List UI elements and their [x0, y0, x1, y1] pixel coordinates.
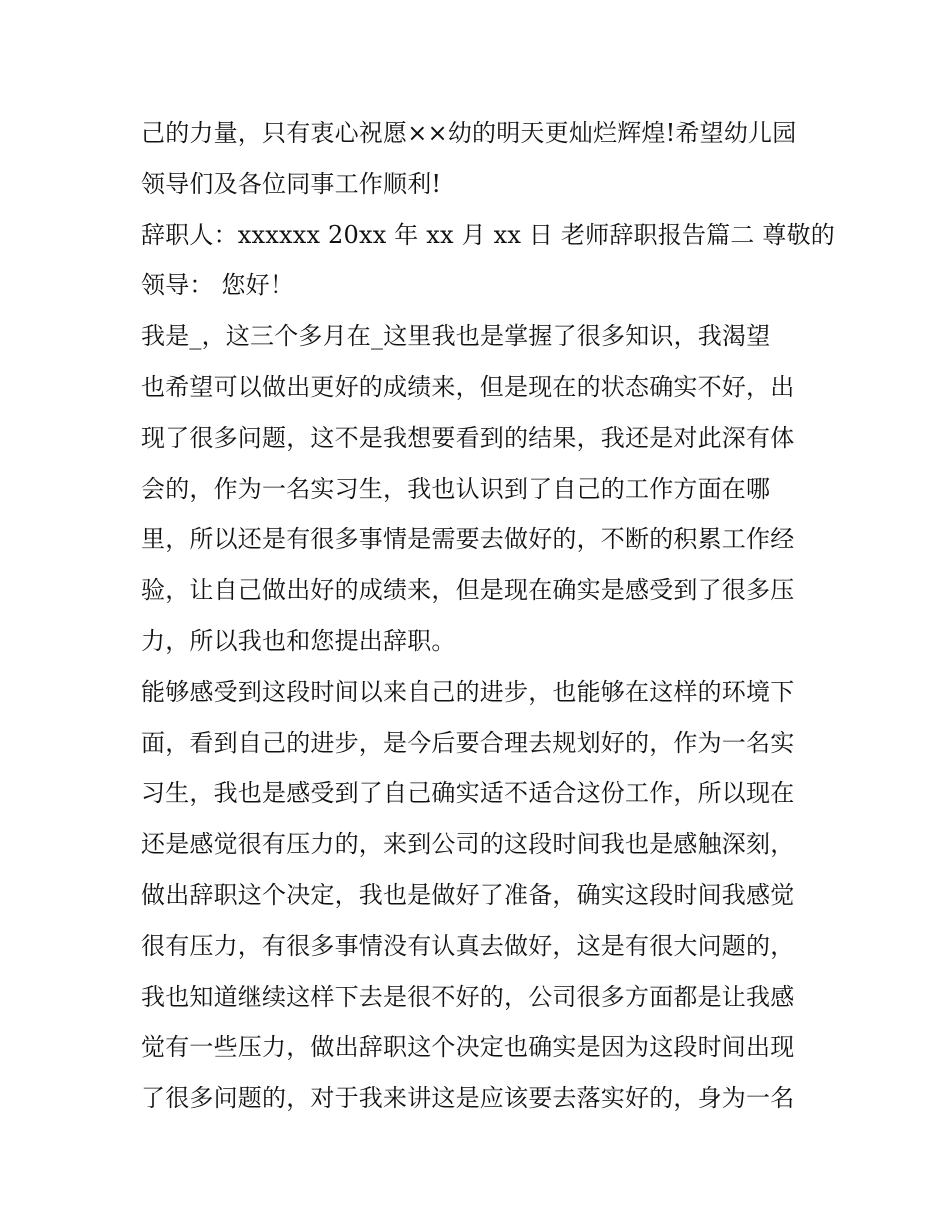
text-line: 也希望可以做出更好的成绩来，但是现在的状态确实不好，出	[141, 372, 795, 401]
text-line: 己的力量，只有衷心祝愿××幼的明天更灿烂辉煌!希望幼儿园	[141, 119, 797, 147]
text-line: 我也知道继续这样下去是很不好的，公司很多方面都是让我感	[141, 982, 795, 1011]
text-line: 领导： 您好！	[141, 271, 295, 300]
text-line: 还是感觉很有压力的，来到公司的这段时间我也是感触深刻，	[141, 830, 795, 859]
text-line: 做出辞职这个决定，我也是做好了准备，确实这段时间我感觉	[141, 880, 795, 909]
text-line: 会的，作为一名实习生，我也认识到了自己的工作方面在哪	[141, 474, 771, 503]
text-line: 很有压力，有很多事情没有认真去做好，这是有很大问题的，	[141, 931, 795, 960]
text-line: 领导们及各位同事工作顺利!	[141, 169, 442, 198]
text-line: 里，所以还是有很多事情是需要去做好的，不断的积累工作经	[141, 525, 795, 554]
text-line: 验，让自己做出好的成绩来，但是现在确实是感受到了很多压	[141, 576, 795, 605]
text-line: 了很多问题的，对于我来讲这是应该要去落实好的，身为一名	[141, 1084, 795, 1113]
text-line: 我是_，这三个多月在_这里我也是掌握了很多知识，我渴望	[141, 322, 771, 351]
text-line: 觉有一些压力，做出辞职这个决定也确实是因为这段时间出现	[141, 1033, 795, 1062]
text-line: 面，看到自己的进步，是今后要合理去规划好的，作为一名实	[141, 728, 795, 757]
text-line: 现了很多问题，这不是我想要看到的结果，我还是对此深有体	[141, 423, 795, 452]
document-body	[141, 108, 835, 1124]
text-line: 力，所以我也和您提出辞职。	[141, 626, 456, 655]
text-line: 辞职人：xxxxxx 20xx 年 xx 月 xx 日 老师辞职报告篇二 尊敬的	[141, 220, 835, 249]
text-line: 习生，我也是感受到了自己确实适不适合这份工作，所以现在	[141, 779, 795, 808]
text-line: 能够感受到这段时间以来自己的进步，也能够在这样的环境下	[141, 677, 795, 706]
